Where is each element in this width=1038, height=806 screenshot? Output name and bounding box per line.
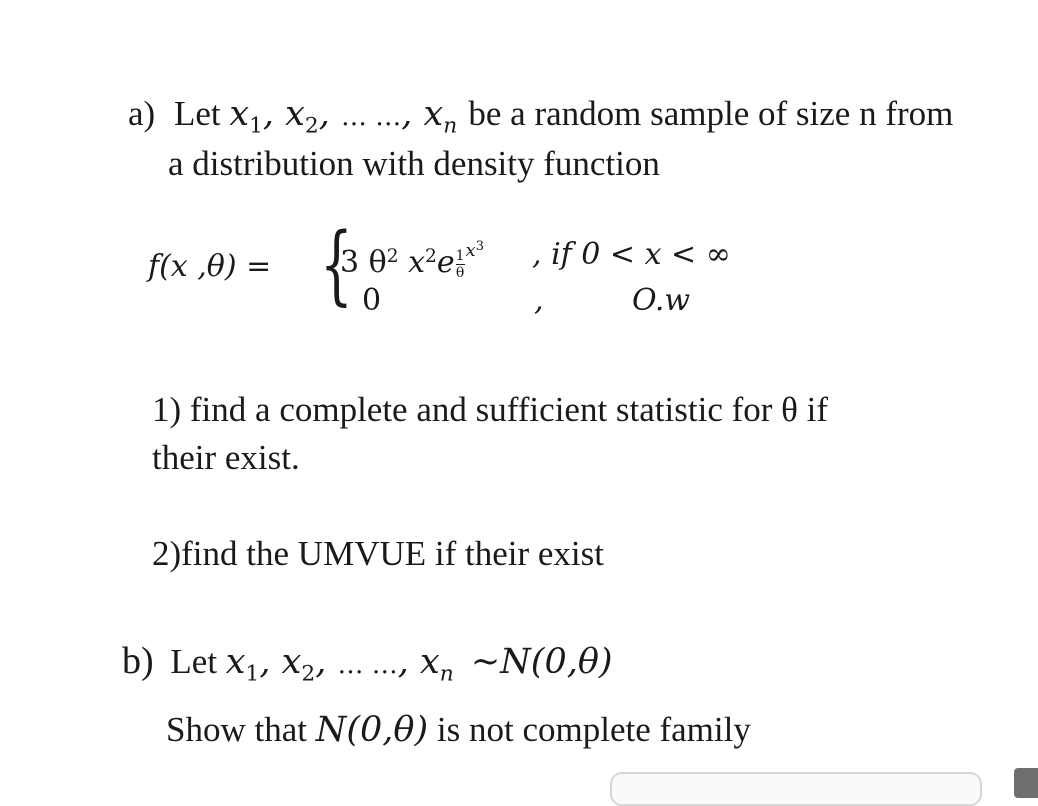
question-1-line2: their exist. [152,438,300,477]
normal-distribution: ~N(0,θ) [470,642,613,682]
question-1-line1: 1) find a complete and sufficient statistic for θ if [152,390,829,429]
part-a-label: a) [128,94,156,133]
part-b-let: Let [170,642,218,681]
formula-lhs: f(x ,θ) = [148,249,272,284]
formula-case2-comma: , [534,283,544,318]
exponent-fraction: $\frac{1}{\theta}$ [455,247,465,281]
formula-case2-condition: O.w [632,283,691,318]
sample-variables: $x_1$, $x_2$, … …, $x_n$ [229,94,458,139]
part-b-line1 [122,642,613,685]
part-a-line1 [128,96,953,137]
part-b-label: b) [122,640,154,682]
formula-case2-value: 0 [362,283,382,318]
part-a-line2: a distribution with density function [168,144,660,183]
corner-button[interactable] [1014,768,1038,798]
part-a-sample-text: be a random sample of size n from [468,94,954,133]
formula-case1-expr: 3 $\theta^2$ $x^2e$ $\frac{1}{\theta}$ $^{x3}$ [340,239,484,281]
normal-family: N(0,θ) [315,710,429,750]
part-b-sample-variables: $x_1$, $x_2$, … …, $x_n$ [225,642,454,687]
formula-case1-condition: , if 0 < x < ∞ [532,237,731,272]
part-a-let: Let [173,94,221,133]
piecewise-brace: { [320,215,353,315]
question-2: 2)find the UMVUE if their exist [152,534,604,573]
bottom-input-box[interactable] [610,772,982,806]
part-b-line2: Show that N(0,θ) is not complete family [166,710,751,750]
density-formula [148,215,828,322]
